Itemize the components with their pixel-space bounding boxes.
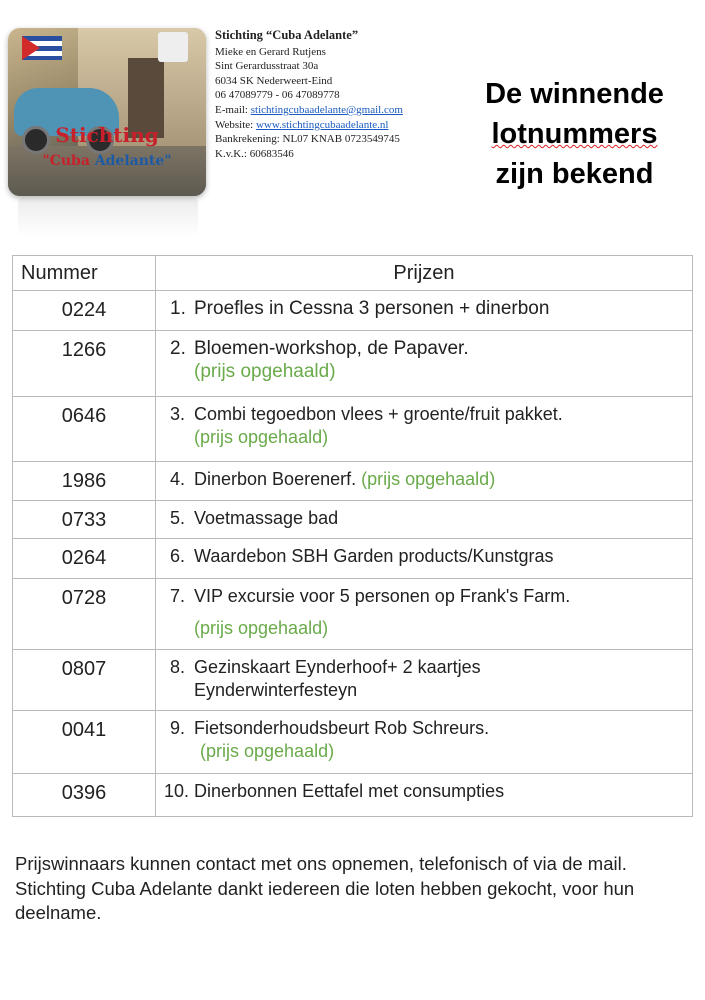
footer-contact-note: Prijswinnaars kunnen contact met ons opnemen, telefonisch of via de mail. [15, 853, 627, 874]
headline-line-1: De winnende [485, 78, 664, 110]
table-row [13, 579, 693, 650]
prize-cell: 10. Dinerbonnen Eettafel met consumpties [156, 774, 693, 817]
contact-persons: Mieke en Gerard Rutjens [215, 45, 326, 58]
table-row [13, 711, 693, 774]
prize-picked-up-label: (prijs opgehaald) [200, 741, 335, 761]
prize-picked-up-label: (prijs opgehaald) [194, 618, 329, 638]
cuba-adelante-logo [8, 28, 206, 196]
logo-title: Stichting [55, 123, 159, 147]
headline-line-3: zijn bekend [495, 158, 654, 190]
ticket-number: 0646 [13, 397, 156, 462]
prize-cell: 3. Combi tegoedbon vlees + groente/fruit pakket. (prijs opgehaald) [156, 397, 693, 462]
prize-cell: 5. Voetmassage bad [156, 501, 693, 539]
prize-cell: 8. Gezinskaart Eynderhoof+ 2 kaartjes Eynderwinterfesteyn [156, 650, 693, 711]
contact-city: 6034 SK Nederweert-Eind [215, 74, 333, 87]
table-row [13, 462, 693, 501]
prize-cell: 9. Fietsonderhoudsbeurt Rob Schreurs. (prijs opgehaald) [156, 711, 693, 774]
contact-website-line: Website: www.stichtingcubaadelante.nl [215, 118, 389, 131]
prize-picked-up-label: (prijs opgehaald) [194, 427, 329, 447]
footer-text [15, 852, 695, 926]
contact-street: Sint Gerardusstraat 30a [215, 60, 319, 73]
prize-picked-up-label: (prijs opgehaald) [194, 361, 336, 382]
footer-thanks-note: Stichting Cuba Adelante dankt iedereen die loten hebben gekocht, voor hun deelname. [15, 877, 635, 923]
ticket-number: 0807 [13, 650, 156, 711]
contact-block [215, 28, 403, 161]
logo-reflection [18, 197, 198, 237]
ticket-number: 0224 [13, 291, 156, 331]
contact-kvk: K.v.K.: 60683546 [215, 147, 294, 160]
ticket-number: 0728 [13, 579, 156, 650]
prize-cell: 4. Dinerbon Boerenerf. (prijs opgehaald) [156, 462, 693, 501]
prize-picked-up-label: (prijs opgehaald) [361, 469, 496, 489]
prize-cell: 2. Bloemen-workshop, de Papaver. (prijs opgehaald) [156, 331, 693, 397]
logo-subtitle: "Cuba Adelante" [42, 153, 172, 169]
contact-bank: Bankrekening: NL07 KNAB 0723549745 [215, 133, 400, 146]
portrait-icon [158, 32, 188, 62]
prize-cell: 7. VIP excursie voor 5 personen op Frank's Farm. (prijs opgehaald) [156, 579, 693, 650]
contact-email-line: E-mail: stichtingcubaadelante@gmail.com [215, 103, 403, 116]
ticket-number: 0733 [13, 501, 156, 539]
prize-cell: 1. Proefles in Cessna 3 personen + dinerbon [156, 291, 693, 331]
contact-phone: 06 47089779 - 06 47089778 [215, 89, 340, 102]
organization-name: Stichting “Cuba Adelante” [215, 28, 359, 42]
ticket-number: 0396 [13, 774, 156, 817]
table-row [13, 397, 693, 462]
ticket-number: 0041 [13, 711, 156, 774]
table-row [13, 291, 693, 331]
cuban-flag-icon [22, 36, 62, 60]
table-row [13, 501, 693, 539]
prize-cell: 6. Waardebon SBH Garden products/Kunstgras [156, 539, 693, 579]
ticket-number: 0264 [13, 539, 156, 579]
headline-line-2: lotnummers [491, 118, 658, 150]
ticket-number: 1266 [13, 331, 156, 397]
email-link[interactable]: stichtingcubaadelante@gmail.com [250, 103, 403, 116]
table-row [13, 331, 693, 397]
header-prize: Prijzen [156, 256, 693, 291]
table-header-row [13, 256, 693, 291]
page-headline [462, 74, 687, 194]
website-link[interactable]: www.stichtingcubaadelante.nl [255, 118, 389, 131]
table-row [13, 774, 693, 817]
prize-table [12, 255, 693, 817]
ticket-number: 1986 [13, 462, 156, 501]
table-row [13, 650, 693, 711]
table-row [13, 539, 693, 579]
header-number: Nummer [13, 256, 156, 291]
